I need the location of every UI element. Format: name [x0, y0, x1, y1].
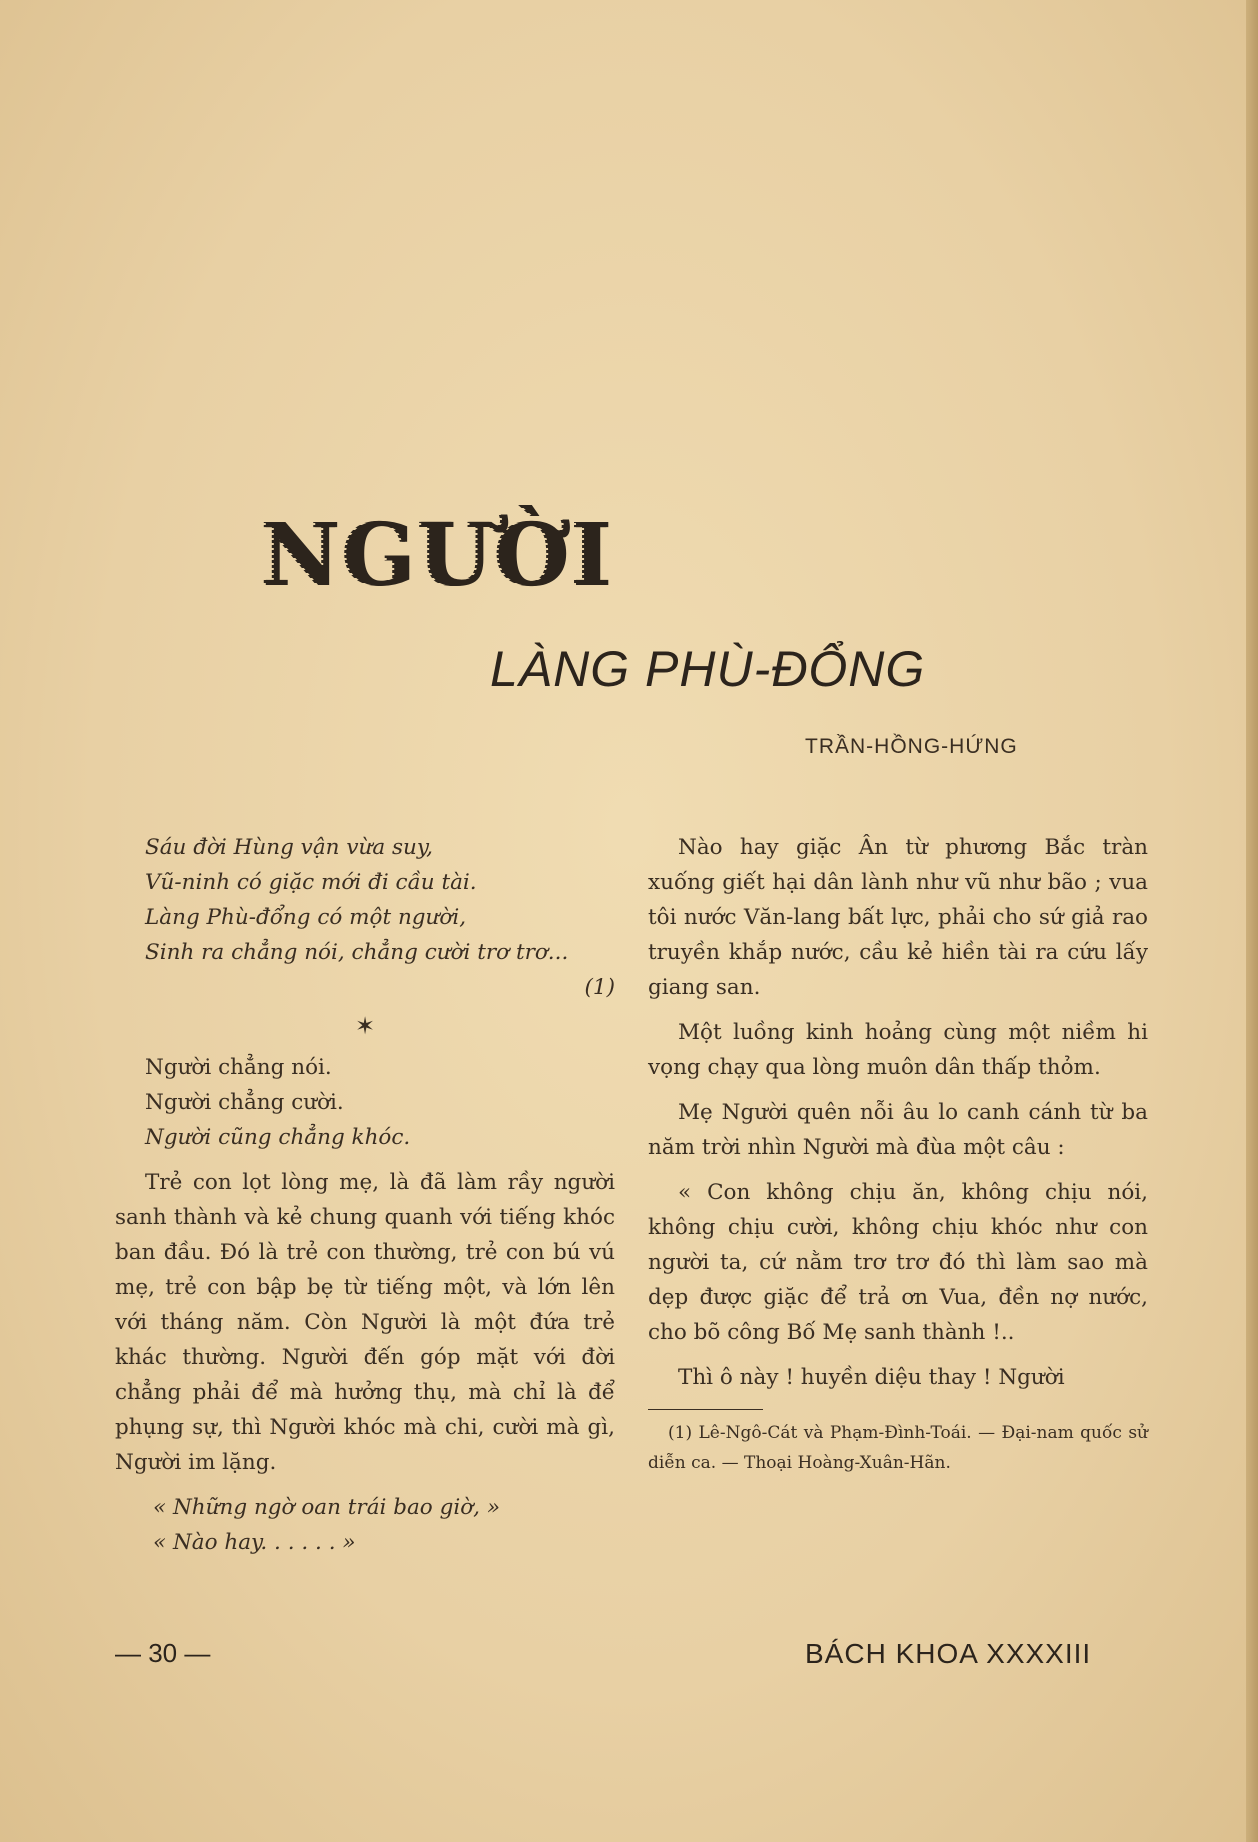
short-line: Người chẳng cười. — [145, 1090, 344, 1115]
body-paragraph: Mẹ Người quên nỗi âu lo canh cánh từ ba năm trời nhìn Người mà đùa một câu : — [648, 1100, 1148, 1160]
short-line: Người cũng chẳng khóc. — [145, 1125, 411, 1150]
short-line: Người chẳng nói. — [145, 1055, 332, 1080]
page-number: — 30 — — [115, 1638, 211, 1668]
body-paragraph: Nào hay giặc Ân từ phương Bắc tràn xuống giết hại dân lành như vũ như bão ; vua tôi nước Văn-lang bất lực, phải cho sứ giả rao truyền khắp nước, cầu kẻ hiền tài ra cứu lấy giang san. — [648, 835, 1148, 1000]
journal-name: BÁCH KHOA XXXXIII — [805, 1638, 1092, 1669]
author-name: TRẦN-HỒNG-HỨNG — [805, 735, 1018, 758]
footnote-marker: (1) — [584, 975, 615, 1000]
page-edge — [1246, 0, 1258, 1842]
poem-line: Làng Phù-đổng có một người, — [145, 905, 467, 930]
body-paragraph: Một luồng kinh hoảng cùng một niềm hi vọng chạy qua lòng muôn dân thấp thỏm. — [648, 1020, 1148, 1080]
poem-line: Sinh ra chẳng nói, chẳng cười trơ trơ... — [145, 940, 569, 965]
poem-line: Vũ-ninh có giặc mới đi cầu tài. — [145, 870, 477, 895]
opening-poem — [115, 830, 615, 1005]
body-paragraph: Thì ô này ! huyền diệu thay ! Người — [678, 1365, 1065, 1390]
quote-block — [115, 1490, 615, 1560]
separator-star-icon: ✶ — [354, 1012, 376, 1040]
quote-line: « Nào hay. . . . . . » — [153, 1530, 356, 1555]
poem-line: Sáu đời Hùng vận vừa suy, — [145, 835, 433, 860]
quote-line: « Những ngờ oan trái bao giờ, » — [153, 1495, 500, 1520]
body-paragraph: Trẻ con lọt lòng mẹ, là đã làm rầy người sanh thành và kẻ chung quanh với tiếng khóc ban đầu. Đó là trẻ con thường, trẻ con bú vú mẹ, trẻ con bập bẹ từ tiếng một, và lớn lên với tháng năm. Còn Người là một đứa trẻ khác thường. Người đến góp mặt với đời chẳng phải để mà hưởng thụ, mà chỉ là để phụng sự, thì Người khóc mà chi, cười mà gì, Người im lặng. — [115, 1170, 615, 1475]
body-paragraph: « Con không chịu ăn, không chịu nói, không chịu cười, không chịu khóc như con người ta, cứ nằm trơ trơ đó thì làm sao mà dẹp được giặc để trả ơn Vua, đền nợ nước, cho bõ công Bố Mẹ sanh thành !.. — [648, 1180, 1148, 1345]
article-title: NGƯỜI — [260, 505, 613, 606]
right-column — [648, 830, 1148, 1478]
short-lines — [115, 1050, 615, 1155]
left-column — [115, 830, 615, 1560]
footnote-divider — [648, 1409, 763, 1410]
footnote: (1) Lê-Ngô-Cát và Phạm-Đình-Toái. — Đại-nam quốc sử diễn ca. — Thoại Hoàng-Xuân-Hãn. — [648, 1423, 1148, 1473]
article-subtitle: LÀNG PHÙ-ĐỔNG — [490, 641, 926, 697]
